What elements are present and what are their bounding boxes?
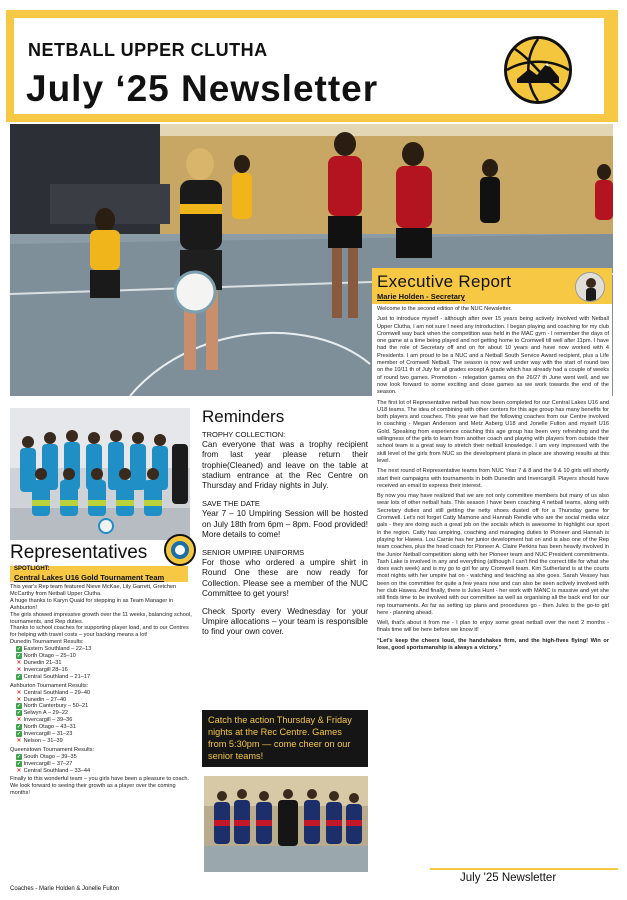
result-item — [10, 646, 194, 653]
result-text: South Otago – 39–35 — [23, 753, 77, 760]
result-item — [10, 653, 194, 660]
executive-report-paragraph: By now you may have realized that we are not only committee members but many of us also wear lots of other netball hats. This season I have been coaching 4 netball teams, along with Secretary duties and still getting the netty shoes dusted off for a Thursday game for Cromwell. Let's not forget Catty Mamone and Hannah Rendle who are the social media wizz gals - they are doing such a great job on the socials which is awesome to highlight our sport in the region. Catty has umpiring, coaching and managing duties to Pioneer and Hannah is playing for Hawea. Lou Carnie has her junior development hat on and is also one of the Rep team coaches, plus the head coach for Pioneer A. Claire Perkins has been heavily involved in the Junior Netball competition along with her Pioneer team and NUC President commitments. Tash Lake is involved in any and everything (although I can't find the correct title for what she does each week) and is my go to girl for any Cromwell team. Kim Sutherland is at the courts most nights with her umpire hat on - watching and teaching as she goes. Sarah Veasey has been on the committee for quite a few years now and can also be seen actively involved with her club Hawea. And finally, there is Jules Hunt - her work with MANC is massive and yet she still finds time to be involved with our committee as well as organising all the back end for our rep tournaments. As far as setting up plans and procedures go - then Jules is the go-to girl here - planning ahead. — [377, 493, 609, 616]
executive-report-paragraph: The first lot of Representative netball has now been completed for our Central Lakes U16 and U18 teams. The idea of combining with other centers for this age group has many benefits for both players and coaches. This year we had the following coaches from our Centre involved in coaching - Megan Anderson and Metz Asberg U18 and Jonelle Fulton and myself U16 Gold. Speaking from experience coaching this age group has been very refreshing and the willingness of the girls to learn from another coach and playing with players from outside their school team is a great way to stretch their netball knowledge. I am very impressed with the skill level of the girls from NUC so the development plans in place are showing results at this level. — [377, 399, 609, 464]
checkmark-icon: ✓ — [16, 653, 22, 660]
header-panel — [14, 18, 604, 114]
representatives-header — [8, 540, 194, 566]
cross-icon: ✕ — [16, 666, 22, 673]
issue-title: July ‘25 Newsletter — [26, 68, 379, 109]
spotlight-banner — [10, 566, 188, 582]
rep-intro-text: The girls showed impressive growth over the 11 weeks, balancing school, tournaments, and Rep duties. — [10, 611, 192, 625]
result-item — [10, 660, 194, 667]
cross-icon: ✕ — [16, 767, 22, 774]
result-item — [10, 697, 194, 704]
spotlight-label: SPOTLIGHT: — [14, 566, 50, 572]
checkmark-icon: ✓ — [16, 703, 22, 710]
executive-report — [372, 268, 612, 838]
result-text: Central Southland – 33–44 — [23, 767, 91, 774]
tournament-results — [10, 690, 194, 745]
checkmark-icon: ✓ — [16, 731, 22, 738]
executive-report-quote: “Let's keep the cheers loud, the handshakes firm, and the high-fives flying! Win or lose, good sportsmanship is always a victory.” — [377, 637, 609, 652]
executive-report-paragraph: Welcome to the second edition of the NUC Newsletter. — [377, 306, 512, 312]
checkmark-icon: ✓ — [16, 646, 22, 653]
result-text: North Canterbury – 50–21 — [23, 703, 89, 710]
tournament-title: Queenstown Tournament Results: — [10, 746, 95, 753]
result-item — [10, 703, 194, 710]
sporty-reminder: Check Sporty every Wednesday for your Umpire allocations – your team is responsible to find your own cover. — [202, 607, 368, 637]
netball-logo-icon — [504, 36, 572, 104]
date-heading: SAVE THE DATE — [202, 499, 260, 509]
uniform-heading: SENIOR UMPIRE UNIFORMS — [202, 548, 305, 558]
result-text: Nelson – 31–39 — [23, 737, 63, 744]
executive-report-paragraph: The next round of Representative teams from NUC Year 7 & 8 and the 9 & 10 girls will shortly start their campaigns with tournaments in both Dunedin and Invercargill. Players should have received an email to express their interest. — [377, 468, 609, 489]
senior-teams-photo — [204, 776, 368, 872]
date-text: Year 7 – 10 Umpiring Session will be hosted on July 18th from 6pm – 8pm. Food provided! More details to come! — [202, 509, 368, 539]
checkmark-icon: ✓ — [16, 724, 22, 731]
tournament-results — [10, 646, 194, 681]
rep-closing-text: Finally to this wonderful team – you girls have been a pleasure to coach. We look forward to seeing their growth as a player over the coming months! — [10, 776, 190, 797]
result-text: Dunedin – 27–40 — [23, 696, 67, 703]
checkmark-icon: ✓ — [16, 753, 22, 760]
result-text: Central Southland – 29–40 — [23, 689, 91, 696]
result-item — [10, 738, 194, 745]
result-item — [10, 690, 194, 697]
tournament-title: Ashburton Tournament Results: — [10, 682, 89, 689]
cross-icon: ✕ — [16, 689, 22, 696]
rep-intro-text: Thanks to school coaches for supporting player load, and to our Centres for helping with travel costs – your backing means a lot! — [10, 625, 189, 639]
result-item — [10, 731, 194, 738]
executive-report-header — [372, 268, 612, 304]
checkmark-icon: ✓ — [16, 673, 22, 680]
footer-issue-label: July '25 Newsletter — [460, 872, 557, 884]
trophy-heading: TROPHY COLLECTION: — [202, 430, 286, 439]
cross-icon: ✕ — [16, 737, 22, 744]
result-text: Invercargill 28–16 — [23, 666, 68, 673]
cross-icon: ✕ — [16, 717, 22, 724]
result-item — [10, 768, 194, 775]
checkmark-icon: ✓ — [16, 760, 22, 767]
author-photo — [575, 272, 605, 302]
result-item — [10, 724, 194, 731]
tournament-results — [10, 754, 194, 775]
uniform-reminder — [202, 548, 368, 599]
executive-report-paragraph: Well, that's about it from me - I plan to enjoy some great netball over the next 2 months - finals time will be here before we know it! — [377, 620, 609, 634]
result-text: Invercargill – 39–36 — [23, 717, 73, 724]
org-name: NETBALL UPPER CLUTHA — [28, 40, 268, 60]
executive-report-body — [377, 306, 609, 655]
result-text: Eastern Southland – 22–13 — [23, 646, 92, 653]
result-text: Central Southland – 21–17 — [23, 673, 91, 680]
result-item — [10, 761, 194, 768]
executive-report-title: Executive Report — [377, 272, 512, 291]
representatives-title: Representatives — [10, 542, 148, 563]
game-nights-callout: Catch the action Thursday & Friday nights at the Rec Centre. Games from 5:30pm — come cheer on our senior teams! — [202, 710, 368, 767]
result-text: Invercargill – 31–23 — [23, 731, 73, 738]
result-text: Dunedin 21–31 — [23, 659, 62, 666]
result-item — [10, 667, 194, 674]
trophy-text: Can everyone that was a trophy recipient from last year please return their trophie(Cleaned) and leave on the table at stadium entrance at the Rec Centre on Thursday and Friday nights in July. — [202, 440, 368, 491]
rep-team-photo — [10, 408, 190, 540]
checkmark-icon: ✓ — [16, 710, 22, 717]
reminders-title: Reminders — [202, 407, 285, 426]
cross-icon: ✕ — [16, 659, 22, 666]
representatives-body — [10, 584, 194, 797]
header-banner — [6, 10, 618, 122]
coaches-credit: Coaches - Marie Holden & Jonelle Fulton — [10, 886, 120, 892]
tournament-title: Dunedin Tournament Results: — [10, 639, 84, 646]
reminders-body — [202, 430, 368, 646]
result-text: North Otago – 43–31 — [23, 724, 76, 731]
executive-report-paragraph: Just to introduce myself - although after over 15 years being actively involved with Netball Upper Clutha, I am not sure I need any introduction. I began playing and coaching for my club Cromwell way back when the competition was held in the MAC gym - I remember the days of one game at a time being played and not getting home to Cromwell till well after 11pm. I have had the role of Secretary off and on for about 10 years and have now worked with 4 Presidents. I am proud to be a NUC and a Netball South Service Award recipient, plus a Life member of Cromwell Netball. The season is now well under way with the start of round two on the 10/11 th of July for all grades except A grade which has already had a couple of weeks of round two games. Promotion - relegation games on the 26/27 th June went well, and we now look forward to some exciting and close games as we work towards the end of the season. — [377, 316, 609, 396]
spotlight-team-name: Central Lakes U16 Gold Tournament Team — [14, 573, 165, 582]
result-item — [10, 717, 194, 724]
cross-icon: ✕ — [16, 696, 22, 703]
rep-intro-text: A huge thanks to Karyn Quaid for stepping in as Team Manager in Ashburton! — [10, 597, 174, 611]
uniform-text: For those who ordered a umpire shirt in Round One these are now ready for Collection. Please see a member of the NUC Committee to get yours! — [202, 558, 368, 598]
result-item — [10, 754, 194, 761]
executive-report-author: Marie Holden - Secretary — [377, 292, 465, 301]
footer — [430, 868, 618, 890]
result-text: Selwyn A – 29–22 — [23, 710, 69, 717]
central-lakes-badge-icon — [164, 534, 196, 566]
result-item — [10, 674, 194, 681]
result-text: Invercargill – 37–27 — [23, 760, 73, 767]
result-text: North Otago – 25–10 — [23, 653, 76, 660]
trophy-reminder — [202, 430, 368, 491]
date-reminder — [202, 499, 368, 540]
rep-intro-text: This year's Rep team featured Nieve McKae, Lily Garrett, Gretchen McCarthy from Netball Upper Clutha. — [10, 584, 177, 597]
